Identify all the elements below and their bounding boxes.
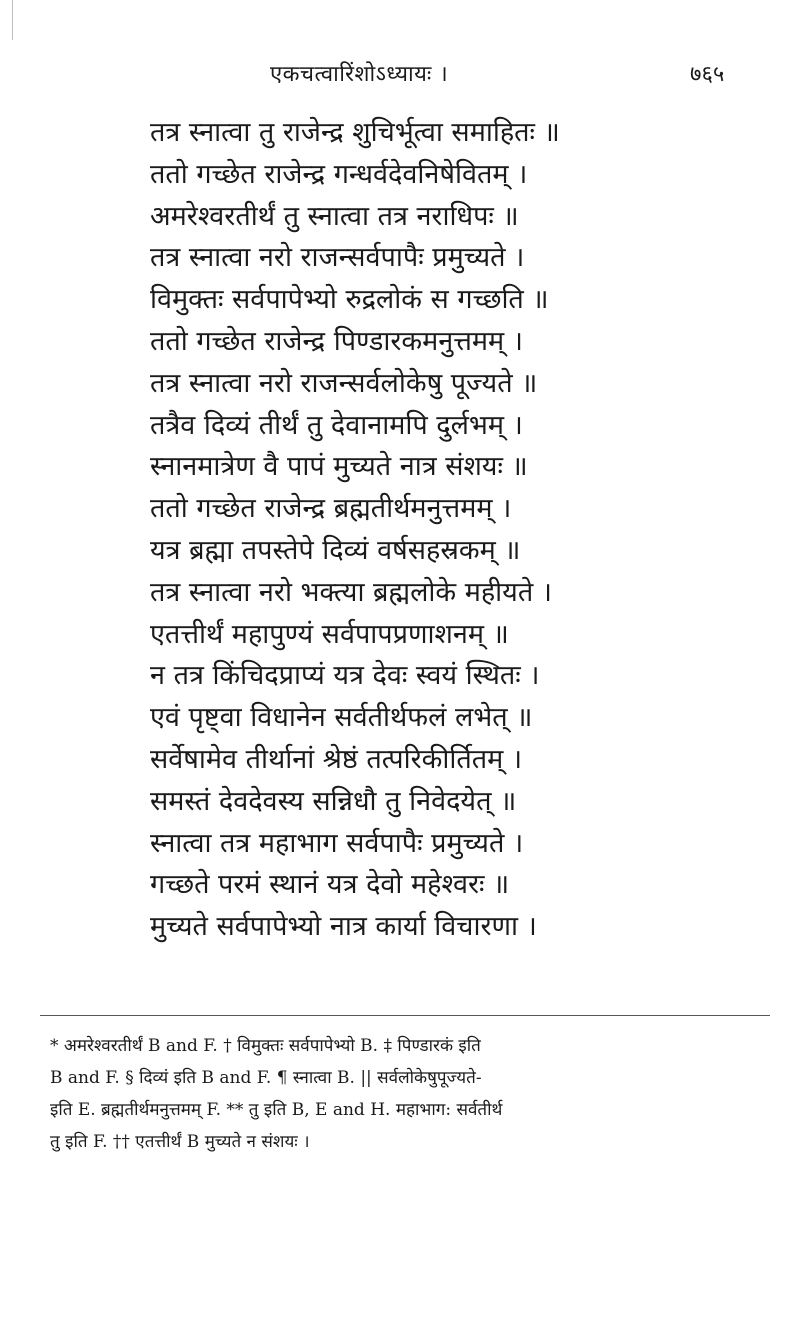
verse-line: ततो गच्छेत राजेन्द्र ब्रह्मतीर्थमनुत्तमम् । <box>150 493 512 525</box>
verse-line: विमुक्तः सर्वपापेभ्यो रुद्रलोकं स गच्छति ॥ <box>150 284 549 316</box>
footnotes <box>50 1030 770 1158</box>
verse-line: तत्र स्नात्वा नरो राजन्सर्वपापैः प्रमुच्यते । <box>150 242 525 274</box>
verse-line: स्नात्वा तत्र महाभाग सर्वपापैः प्रमुच्यते । <box>150 827 524 859</box>
verse-line: न तत्र किंचिदप्राप्यं यत्र देवः स्वयं स्थितः । <box>150 660 540 692</box>
running-title: एकचत्वारिंशोऽध्यायः । <box>270 62 449 87</box>
verse-line: यत्र ब्रह्मा तपस्तेपे दिव्यं वर्षसहस्रकम् ॥ <box>150 534 521 566</box>
verse-block <box>150 112 730 948</box>
verse-line: तत्र स्नात्वा नरो भक्त्या ब्रह्मलोके महीयते । <box>150 576 553 608</box>
verse-line: एवं पृष्ट्वा विधानेन सर्वतीर्थफलं लभेत् ॥ <box>150 702 533 734</box>
verse-line: सर्वेषामेव तीर्थानां श्रेष्ठं तत्परिकीर्तितम् । <box>150 743 523 775</box>
verse-line: एतत्तीर्थं महापुण्यं सर्वपापप्रणाशनम् ॥ <box>150 618 509 650</box>
page-number: ७६५ <box>690 62 725 87</box>
footnote-line: तु इति F. †† एतत्तीर्थं B मुच्यते न संशयः । <box>50 1132 310 1152</box>
verse-line: स्नानमात्रेण वै पापं मुच्यते नात्र संशयः ॥ <box>150 451 528 483</box>
footnote-line: * अमरेश्वरतीर्थं B and F. † विमुक्तः सर्वपापेभ्यो B. ‡ पिण्डारकं इति <box>50 1036 481 1056</box>
footnote-divider <box>40 1015 770 1016</box>
footnote-line: इति E. ब्रह्मतीर्थमनुत्तमम् F. ** तु इति B, E and H. महाभाग: सर्वतीर्थ <box>50 1100 503 1120</box>
verse-line: मुच्यते सर्वपापेभ्यो नात्र कार्या विचारणा । <box>150 911 537 943</box>
page-edge-line <box>12 0 13 40</box>
verse-line: तत्र स्नात्वा तु राजेन्द्र शुचिर्भूत्वा समाहितः ॥ <box>150 117 560 148</box>
verse-line: ततो गच्छेत राजेन्द्र गन्धर्वदेवनिषेवितम् । <box>150 158 528 190</box>
verse-line: ततो गच्छेत राजेन्द्र पिण्डारकमनुत्तमम् । <box>150 325 523 357</box>
verse-line: समस्तं देवदेवस्य सन्निधौ तु निवेदयेत् ॥ <box>150 785 517 817</box>
verse-line: गच्छते परमं स्थानं यत्र देवो महेश्वरः ॥ <box>150 869 510 901</box>
footnote-line: B and F. § दिव्यं इति B and F. ¶ स्नात्वा B. || सर्वलोकेषुपूज्यते- <box>50 1068 482 1088</box>
running-head <box>0 58 800 92</box>
verse-line: अमरेश्वरतीर्थं तु स्नात्वा तत्र नराधिपः ॥ <box>150 200 519 232</box>
verse-line: तत्र स्नात्वा नरो राजन्सर्वलोकेषु पूज्यते ॥ <box>150 367 538 399</box>
verse-line: तत्रैव दिव्यं तीर्थं तु देवानामपि दुर्लभम् । <box>150 409 523 441</box>
